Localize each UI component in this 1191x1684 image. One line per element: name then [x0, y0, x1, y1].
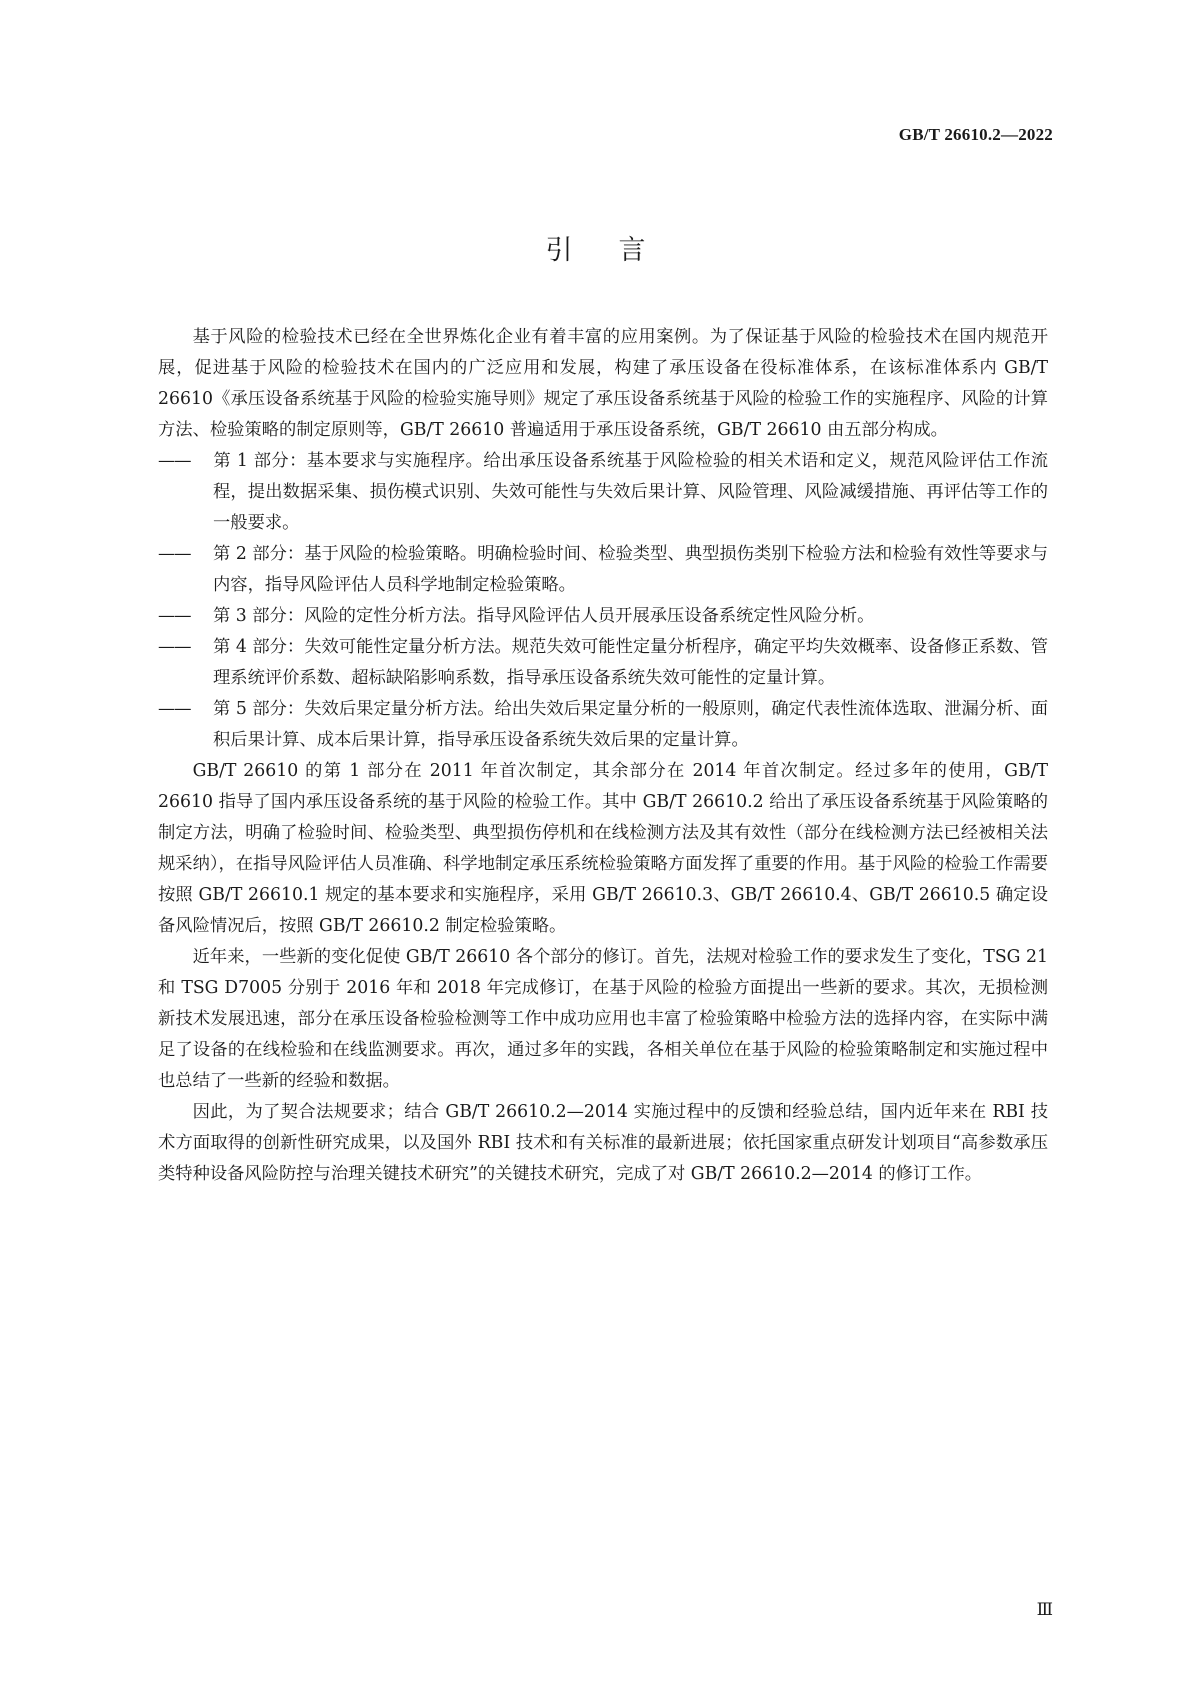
intro-paragraph: 基于风险的检验技术已经在全世界炼化企业有着丰富的应用案例。为了保证基于风险的检验技术在国内规范开展，促进基于风险的检验技术在国内的广泛应用和发展，构建了承压设备在役标准体系，在该标准体系内 GB/T 26610《承压设备系统基于风险的检验实施导则》规定了承压设备系统基于风险的检验工作的实施程序、风险的计算方法、检验策略的制定原则等，GB/T 26610 普遍适用于承压设备系统，GB/T 26610 由五部分构成。 — [158, 327, 1048, 440]
list-item-text: 第 3 部分：风险的定性分析方法。指导风险评估人员开展承压设备系统定性风险分析。 — [213, 606, 875, 626]
page-number: Ⅲ — [1036, 1600, 1053, 1619]
list-item-part-4 — [158, 632, 1048, 694]
conclusion-paragraph: 因此，为了契合法规要求；结合 GB/T 26610.2—2014 实施过程中的反馈和经验总结，国内近年来在 RBI 技术方面取得的创新性研究成果，以及国外 RBI 技术和有关标准的最新进展；依托国家重点研发计划项目“高参数承压类特种设备风险防控与治理关键技术研究”的关键技术研究，完成了对 GB/T 26610.2—2014 的修订工作。 — [158, 1102, 1048, 1184]
list-item-part-3 — [158, 601, 1048, 632]
list-item-part-5 — [158, 694, 1048, 756]
list-item-text: 第 5 部分：失效后果定量分析方法。给出失效后果定量分析的一般原则，确定代表性流体选取、泄漏分析、面积后果计算、成本后果计算，指导承压设备系统失效后果的定量计算。 — [213, 699, 1048, 750]
list-dash: —— — [158, 451, 191, 471]
page-title: 引言 — [545, 235, 692, 266]
list-item-text: 第 1 部分：基本要求与实施程序。给出承压设备系统基于风险检验的相关术语和定义，规范风险评估工作流程，提出数据采集、损伤模式识别、失效可能性与失效后果计算、风险管理、风险减缓措施、再评估等工作的一般要求。 — [213, 451, 1048, 533]
list-item-part-2 — [158, 539, 1048, 601]
list-dash: —— — [158, 544, 191, 564]
history-paragraph: GB/T 26610 的第 1 部分在 2011 年首次制定，其余部分在 2014 年首次制定。经过多年的使用，GB/T 26610 指导了国内承压设备系统的基于风险的检验工作。其中 GB/T 26610.2 给出了承压设备系统基于风险策略的制定方法，明确了检验时间、检验类型、典型损伤停机和在线检测方法及其有效性（部分在线检测方法已经被相关法规采纳），在指导风险评估人员准确、科学地制定承压系统检验策略方面发挥了重要的作用。基于风险的检验工作需要按照 GB/T 26610.1 规定的基本要求和实施程序，采用 GB/T 26610.3、GB/T 26610.4、GB/T 26610.5 确定设备风险情况后，按照 GB/T 26610.2 制定检验策略。 — [158, 761, 1048, 936]
list-item-text: 第 2 部分：基于风险的检验策略。明确检验时间、检验类型、典型损伤类别下检验方法和检验有效性等要求与内容，指导风险评估人员科学地制定检验策略。 — [213, 544, 1048, 595]
list-dash: —— — [158, 606, 191, 626]
recent-changes-paragraph: 近年来，一些新的变化促使 GB/T 26610 各个部分的修订。首先，法规对检验工作的要求发生了变化，TSG 21 和 TSG D7005 分别于 2016 年和 2018 年完成修订，在基于风险的检验方面提出一些新的要求。其次，无损检测新技术发展迅速，部分在承压设备检验检测等工作中成功应用也丰富了检验策略中检验方法的选择内容，在实际中满足了设备的在线检验和在线监测要求。再次，通过多年的实践，各相关单位在基于风险的检验策略制定和实施过程中也总结了一些新的经验和数据。 — [158, 947, 1048, 1091]
standard-code-header: GB/T 26610.2—2022 — [898, 125, 1053, 144]
list-item-part-1 — [158, 446, 1048, 539]
list-dash: —— — [158, 699, 191, 719]
list-dash: —— — [158, 637, 191, 657]
document-body — [158, 322, 1048, 1190]
list-item-text: 第 4 部分：失效可能性定量分析方法。规范失效可能性定量分析程序，确定平均失效概率、设备修正系数、管理系统评价系数、超标缺陷影响系数，指导承压设备系统失效可能性的定量计算。 — [213, 637, 1048, 688]
